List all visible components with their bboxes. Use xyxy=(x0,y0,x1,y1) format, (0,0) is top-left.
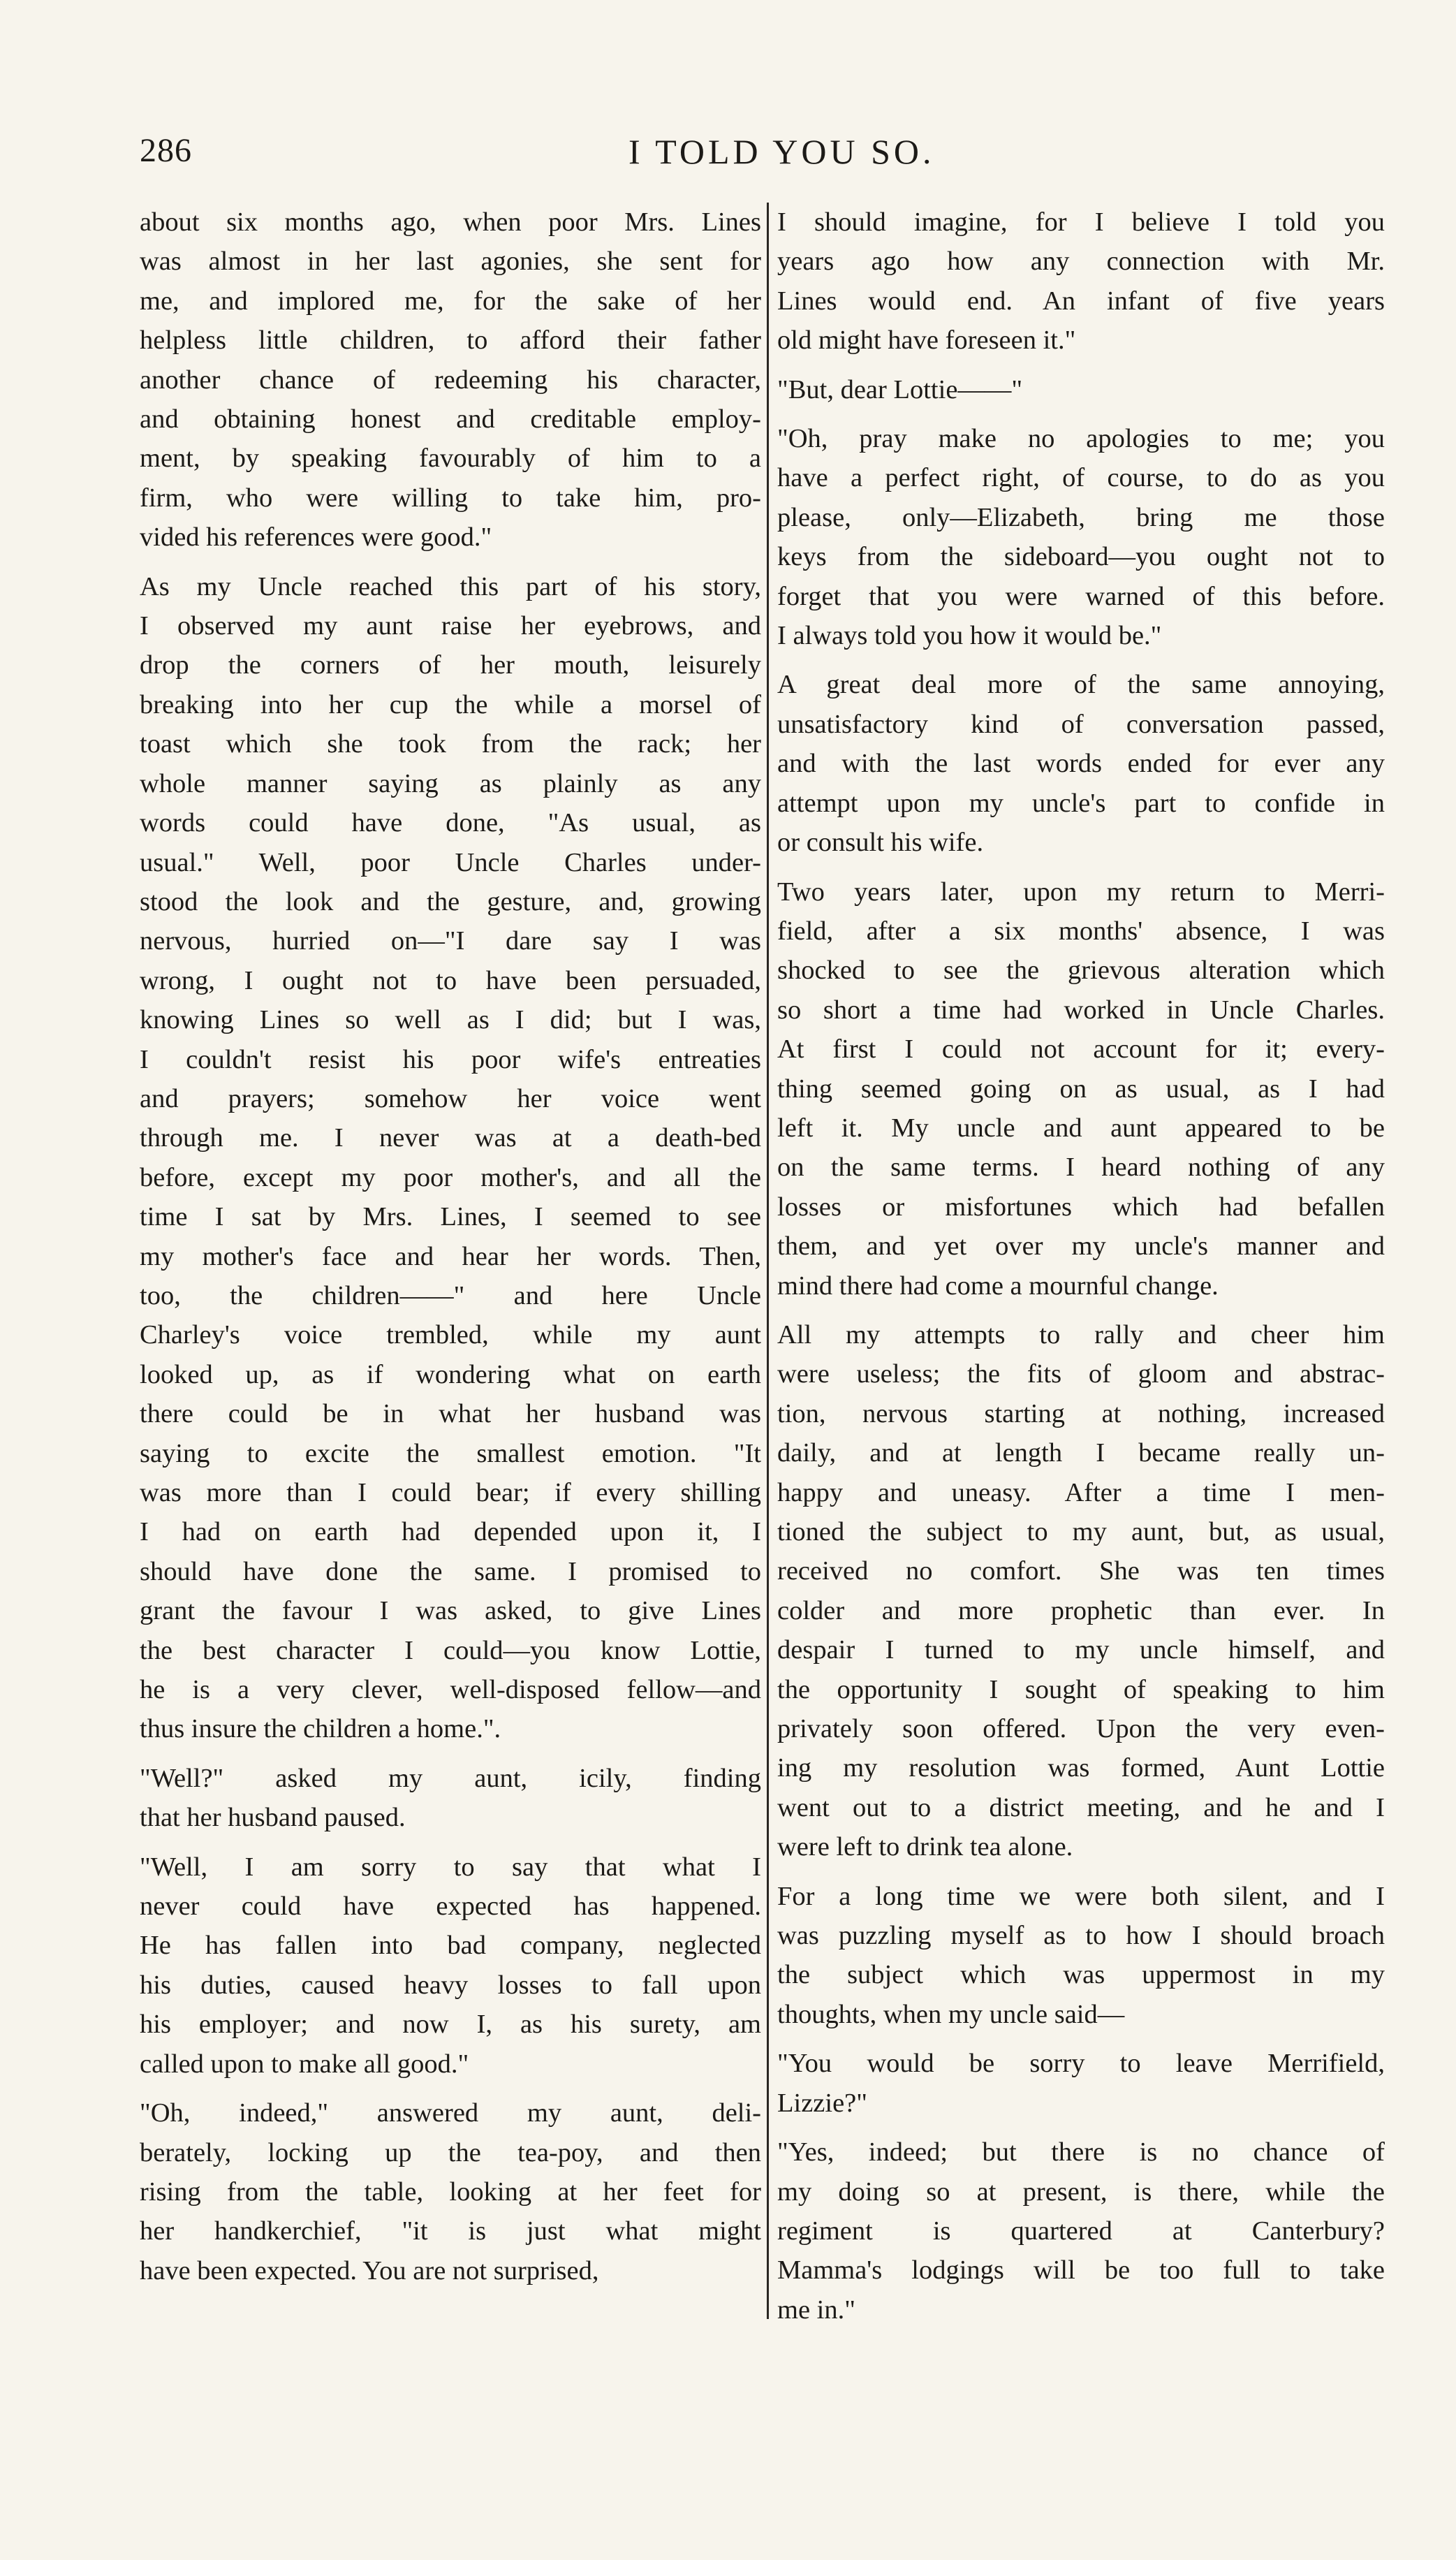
text-line: He has fallen into bad company, neglected xyxy=(140,1931,761,1961)
text-line: Lizzie?" xyxy=(777,2088,867,2118)
text-line: berately, locking up the tea-poy, and then xyxy=(140,2137,761,2167)
text-line: never could have expected has happened. xyxy=(140,1892,761,1922)
paragraph xyxy=(777,2044,1385,2123)
paragraph-gap xyxy=(777,863,1385,872)
text-line: helpless little children, to afford their father xyxy=(140,326,761,356)
text-line: went out to a district meeting, and he and I xyxy=(777,1792,1385,1822)
text-line: he is a very clever, well-disposed fellow—and xyxy=(140,1675,761,1705)
text-line: or consult his wife. xyxy=(777,828,984,858)
text-line: me, and implored me, for the sake of her xyxy=(140,286,761,316)
column-divider xyxy=(767,203,769,2319)
right-text-column xyxy=(777,203,1385,2329)
text-line: were useless; the fits of gloom and abstrac- xyxy=(777,1359,1385,1389)
text-line: Charley's voice trembled, while my aunt xyxy=(140,1320,761,1350)
text-line: wrong, I ought not to have been persuaded, xyxy=(140,965,761,995)
text-line: ment, by speaking favourably of him to a xyxy=(140,444,761,474)
text-line: thing seemed going on as usual, as I had xyxy=(777,1074,1385,1104)
text-line: my mother's face and hear her words. Then, xyxy=(140,1241,761,1271)
paragraph-gap xyxy=(777,360,1385,370)
text-line: me in." xyxy=(777,2295,855,2325)
text-line: and with the last words ended for ever any xyxy=(777,749,1385,779)
text-line: "You would be sorry to leave Merrifield, xyxy=(777,2049,1385,2079)
paragraph xyxy=(140,1848,761,2084)
text-line: thoughts, when my uncle said— xyxy=(777,1999,1125,2029)
text-line: colder and more prophetic than ever. In xyxy=(777,1595,1385,1625)
text-line: mind there had come a mournful change. xyxy=(777,1271,1219,1301)
text-line: before, except my poor mother's, and all the xyxy=(140,1162,761,1192)
text-line: his duties, caused heavy losses to fall upon xyxy=(140,1970,761,2000)
text-line: the subject which was uppermost in my xyxy=(777,1960,1385,1990)
page-number: 286 xyxy=(140,132,192,169)
text-line: there could be in what her husband was xyxy=(140,1399,761,1429)
text-line: regiment is quartered at Canterbury? xyxy=(777,2216,1385,2246)
text-line: my doing so at present, is there, while the xyxy=(777,2177,1385,2207)
text-line: about six months ago, when poor Mrs. Lines xyxy=(140,207,761,237)
paragraph-gap xyxy=(777,2034,1385,2044)
text-line: For a long time we were both silent, and I xyxy=(777,1881,1385,1911)
text-line: another chance of redeeming his character, xyxy=(140,365,761,395)
text-line: was more than I could bear; if every shilling xyxy=(140,1478,761,1507)
text-line: should have done the same. I promised to xyxy=(140,1556,761,1586)
text-line: received no comfort. She was ten times xyxy=(777,1556,1385,1586)
text-line: despair I turned to my uncle himself, and xyxy=(777,1635,1385,1665)
text-line: field, after a six months' absence, I was xyxy=(777,916,1385,946)
text-line: shocked to see the grievous alteration which xyxy=(777,956,1385,986)
text-line: on the same terms. I heard nothing of any xyxy=(777,1153,1385,1183)
text-line: stood the look and the gesture, and, growing xyxy=(140,886,761,916)
text-line: keys from the sideboard—you ought not to xyxy=(777,542,1385,572)
text-line: "But, dear Lottie——" xyxy=(777,374,1023,404)
text-line: I should imagine, for I believe I told you xyxy=(777,207,1385,237)
text-line: was almost in her last agonies, she sent for xyxy=(140,247,761,277)
text-line: please, only—Elizabeth, bring me those xyxy=(777,502,1385,532)
paragraph-gap xyxy=(777,655,1385,665)
text-line: that her husband paused. xyxy=(140,1803,406,1833)
text-line: and obtaining honest and creditable employ- xyxy=(140,404,761,434)
text-line: forget that you were warned of this before. xyxy=(777,581,1385,611)
text-line: was puzzling myself as to how I should broach xyxy=(777,1921,1385,1951)
text-line: saying to excite the smallest emotion. "It xyxy=(140,1438,761,1468)
text-line: have been expected. You are not surprised, xyxy=(140,2255,599,2285)
text-line: ing my resolution was formed, Aunt Lottie xyxy=(777,1753,1385,1783)
text-line: thus insure the children a home.". xyxy=(140,1714,501,1744)
paragraph-gap xyxy=(777,1305,1385,1315)
text-line: Lines would end. An infant of five years xyxy=(777,286,1385,316)
text-line: whole manner saying as plainly as any xyxy=(140,768,761,798)
text-line: I couldn't resist his poor wife's entreaties xyxy=(140,1044,761,1074)
paragraph xyxy=(777,2133,1385,2329)
text-line: losses or misfortunes which had befallen xyxy=(777,1192,1385,1222)
text-line: All my attempts to rally and cheer him xyxy=(777,1319,1385,1350)
paragraph xyxy=(777,1315,1385,1867)
text-line: time I sat by Mrs. Lines, I seemed to see xyxy=(140,1202,761,1232)
running-title: I TOLD YOU SO. xyxy=(628,132,935,171)
text-line: usual." Well, poor Uncle Charles under- xyxy=(140,847,761,877)
text-line: knowing Lines so well as I did; but I was, xyxy=(140,1005,761,1035)
paragraph xyxy=(140,1759,761,1838)
text-line: "Oh, pray make no apologies to me; you xyxy=(777,424,1385,454)
text-line: them, and yet over my uncle's manner and xyxy=(777,1231,1385,1261)
paragraph xyxy=(140,567,761,1749)
text-line: drop the corners of her mouth, leisurely xyxy=(140,650,761,680)
text-line: too, the children——" and here Uncle xyxy=(140,1280,761,1310)
text-line: unsatisfactory kind of conversation passed, xyxy=(777,709,1385,739)
left-text-column xyxy=(140,203,761,2290)
text-line: vided his references were good." xyxy=(140,522,492,553)
text-line: toast which she took from the rack; her xyxy=(140,729,761,759)
text-line: I had on earth had depended upon it, I xyxy=(140,1517,761,1547)
paragraph-gap xyxy=(140,2084,761,2093)
text-line: daily, and at length I became really un- xyxy=(777,1438,1385,1468)
paragraph-gap xyxy=(140,1749,761,1759)
text-line: At first I could not account for it; every- xyxy=(777,1034,1385,1065)
text-line: so short a time had worked in Uncle Charles. xyxy=(777,995,1385,1025)
text-line: looked up, as if wondering what on earth xyxy=(140,1359,761,1389)
text-line: A great deal more of the same annoying, xyxy=(777,670,1385,700)
text-line: "Oh, indeed," answered my aunt, deli- xyxy=(140,2098,761,2128)
text-line: As my Uncle reached this part of his story, xyxy=(140,571,761,601)
paragraph-gap xyxy=(777,2123,1385,2133)
text-line: years ago how any connection with Mr. xyxy=(777,247,1385,277)
text-line: Two years later, upon my return to Merri- xyxy=(777,877,1385,907)
text-line: tioned the subject to my aunt, but, as usual, xyxy=(777,1517,1385,1546)
text-line: old might have foreseen it." xyxy=(777,326,1076,356)
text-line: grant the favour I was asked, to give Lines xyxy=(140,1596,761,1626)
paragraph xyxy=(777,1877,1385,2035)
text-line: and prayers; somehow her voice went xyxy=(140,1083,761,1113)
text-line: tion, nervous starting at nothing, increased xyxy=(777,1398,1385,1428)
text-line: happy and uneasy. After a time I men- xyxy=(777,1477,1385,1507)
paragraph-gap xyxy=(140,557,761,567)
text-line: words could have done, "As usual, as xyxy=(140,808,761,838)
paragraph-gap xyxy=(777,1867,1385,1877)
paragraph xyxy=(777,665,1385,862)
paragraph xyxy=(777,872,1385,1305)
text-line: firm, who were willing to take him, pro- xyxy=(140,483,761,513)
paragraph xyxy=(777,419,1385,655)
text-line: left it. My uncle and aunt appeared to be xyxy=(777,1113,1385,1143)
paragraph-gap xyxy=(140,1838,761,1848)
text-line: the opportunity I sought of speaking to him xyxy=(777,1674,1385,1704)
paragraph-gap xyxy=(777,409,1385,419)
paragraph xyxy=(140,2093,761,2290)
text-line: his employer; and now I, as his surety, am xyxy=(140,2010,761,2040)
text-line: "Yes, indeed; but there is no chance of xyxy=(777,2137,1385,2167)
page-header xyxy=(140,131,1446,187)
text-line: the best character I could—you know Lottie, xyxy=(140,1635,761,1665)
paragraph xyxy=(140,203,761,557)
text-line: privately soon offered. Upon the very even- xyxy=(777,1714,1385,1744)
text-line: called upon to make all good." xyxy=(140,2049,469,2079)
paragraph xyxy=(777,370,1385,409)
text-line: "Well, I am sorry to say that what I xyxy=(140,1852,761,1882)
text-line: Mamma's lodgings will be too full to take xyxy=(777,2255,1385,2285)
text-line: rising from the table, looking at her feet for xyxy=(140,2177,761,2207)
text-line: through me. I never was at a death-bed xyxy=(140,1123,761,1153)
text-line: I observed my aunt raise her eyebrows, and xyxy=(140,611,761,641)
text-line: breaking into her cup the while a morsel of xyxy=(140,689,761,719)
text-line: were left to drink tea alone. xyxy=(777,1832,1073,1862)
text-line: I always told you how it would be." xyxy=(777,621,1162,651)
text-line: "Well?" asked my aunt, icily, finding xyxy=(140,1763,761,1793)
text-line: nervous, hurried on—"I dare say I was xyxy=(140,926,761,956)
paragraph xyxy=(777,203,1385,360)
text-line: attempt upon my uncle's part to confide in xyxy=(777,788,1385,818)
text-line: her handkerchief, "it is just what might xyxy=(140,2216,761,2246)
text-line: have a perfect right, of course, to do as you xyxy=(777,463,1385,493)
